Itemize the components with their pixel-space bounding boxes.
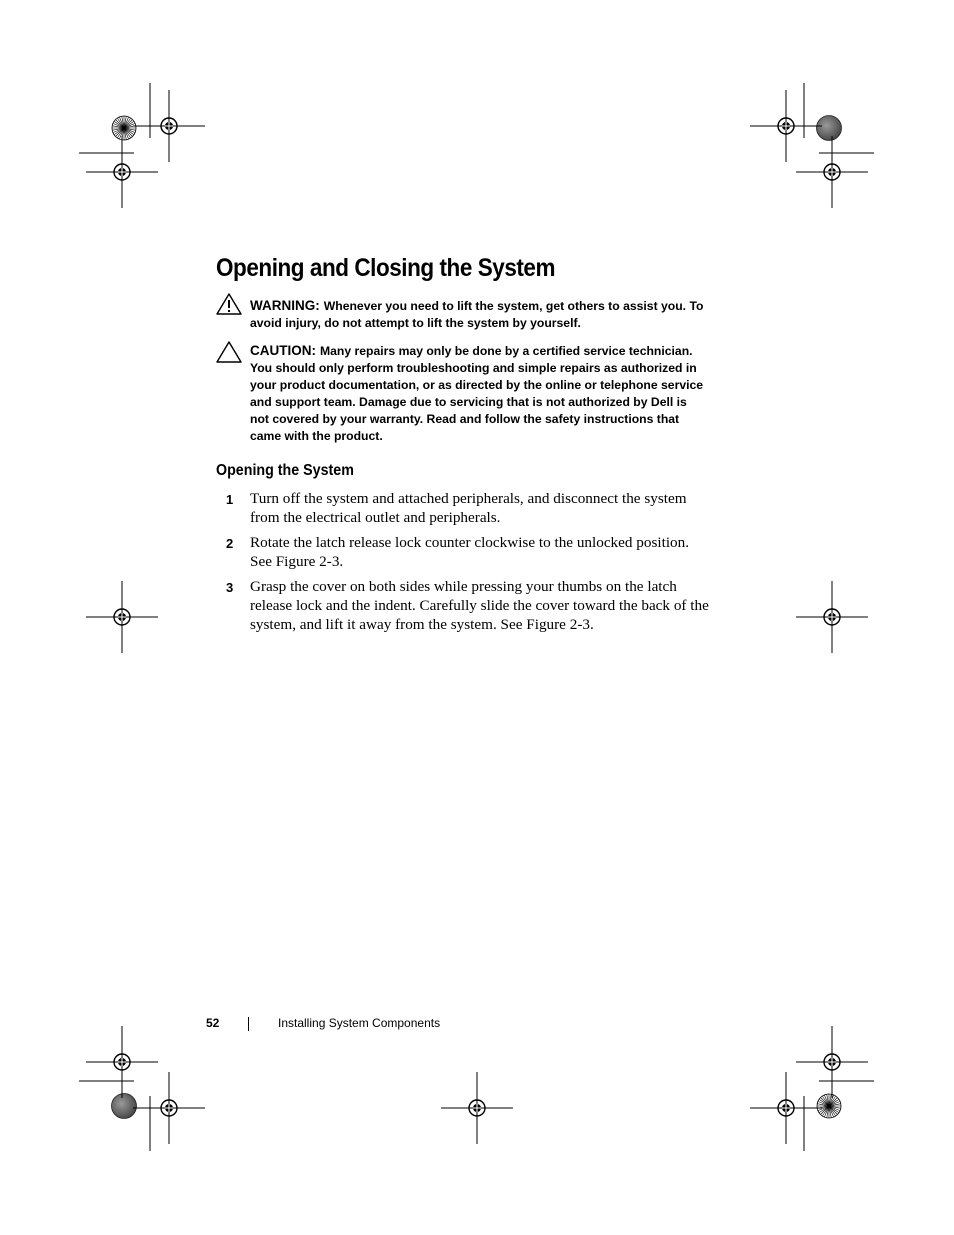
warning-text: Whenever you need to lift the system, get others to assist you. To avoid injury, do not attempt to lift the system by yourself. bbox=[250, 299, 704, 330]
procedure-step bbox=[226, 577, 711, 634]
procedure-step bbox=[226, 489, 711, 527]
step-text: Grasp the cover on both sides while pressing your thumbs on the latch release lock and the indent. Carefully slide the cover toward the back of the system, and lift it away from the system. See Figure 2-3. bbox=[250, 578, 709, 633]
warning-text-block bbox=[250, 297, 706, 332]
step-number: 1 bbox=[226, 492, 234, 507]
step-text: Rotate the latch release lock counter clockwise to the unlocked position. See Figure 2-3. bbox=[250, 534, 690, 570]
page-number: 52 bbox=[206, 1016, 220, 1030]
procedure-step bbox=[226, 533, 711, 571]
page-title: Opening and Closing the System bbox=[216, 254, 556, 282]
step-number: 2 bbox=[226, 536, 234, 551]
step-text: Turn off the system and attached peripherals, and disconnect the system from the electrical outlet and peripherals. bbox=[250, 490, 687, 526]
procedure-steps bbox=[226, 489, 711, 640]
caution-label: CAUTION: bbox=[250, 343, 316, 358]
caution-notice bbox=[216, 342, 706, 445]
footer-chapter-title: Installing System Components bbox=[278, 1016, 441, 1030]
warning-label: WARNING: bbox=[250, 298, 320, 313]
footer-divider bbox=[248, 1017, 249, 1031]
step-number: 3 bbox=[226, 580, 234, 595]
caution-text: Many repairs may only be done by a certified service technician. You should only perform troubleshooting and simple repairs as authorized in your product documentation, or as directed by the online or telephone service and support team. Damage due to servicing that is not authorized by Dell is not covered by your warranty. Read and follow the safety instructions that came with the product. bbox=[250, 344, 704, 443]
caution-triangle-icon bbox=[216, 341, 242, 363]
warning-notice bbox=[216, 297, 706, 332]
caution-text-block bbox=[250, 342, 706, 445]
page-footer bbox=[206, 1016, 441, 1030]
section-heading: Opening the System bbox=[216, 462, 354, 479]
warning-triangle-icon bbox=[216, 293, 242, 315]
